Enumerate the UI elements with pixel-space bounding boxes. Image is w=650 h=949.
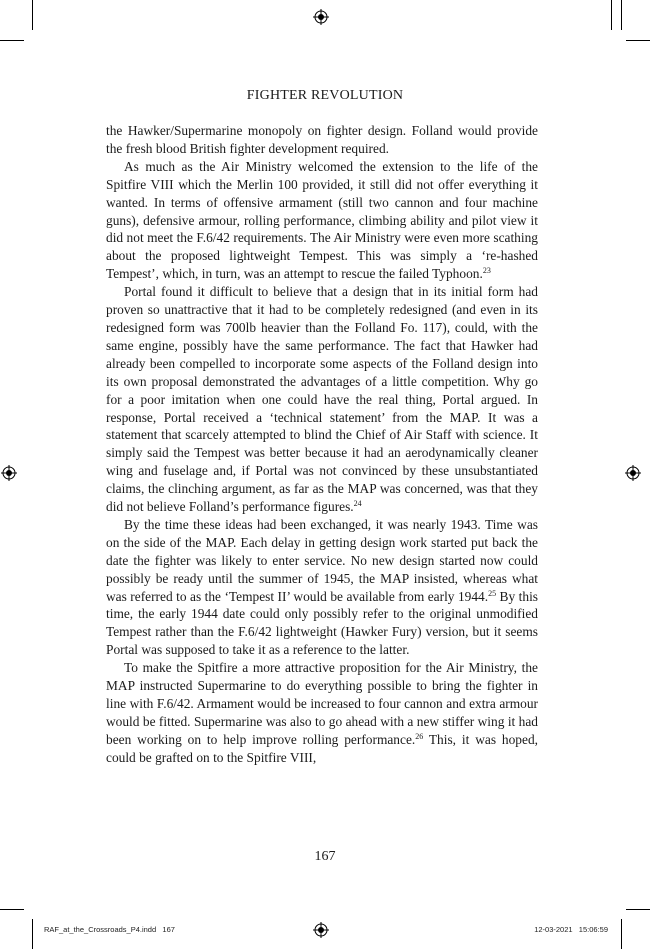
body-text [106,122,538,767]
page-number: 167 [314,849,336,864]
crop-mark [0,909,24,910]
crop-mark [611,0,612,30]
paragraph: By the time these ideas had been exchanged, it was nearly 1943. Time was on the side of the MAP. Each delay in getting design work started put back the date the fighter was likely to enter service. No new design started now could possibly be ready until the summer of 1945, the MAP insisted, whereas what was referred to as the ‘Tempest II’ would be available from early 1944.25 By this time, the early 1944 date could only possibly refer to the original unmodified Tempest rather than the F.6/42 lightweight (Hawker Fury) version, but it seems Portal was supposed to take it as a reference to the latter. [106,516,538,658]
footnote-ref: 23 [482,266,491,276]
footnote-ref: 26 [415,731,424,741]
crop-mark [32,919,33,949]
slug-datetime: 12-03-2021 15:06:59 [534,925,608,934]
crop-mark [621,0,622,30]
paragraph: Portal found it difficult to believe that a design that in its initial form had proven so unattractive that it had to be completely redesigned (and even in its redesigned form was 700lb heavier than the Folland Fo. 117), could, with the same engine, possibly have the same performance. The fact that Hawker had already been compelled to incorporate some aspects of the Folland design into its own proposal demonstrated the advantages of a little competition. Why go for a poor imitation when one could have the real thing, Portal argued. In response, Portal received a ‘technical statement’ from the MAP. It was a statement that scarcely attempted to blind the Chief of Air Staff with science. It simply said the Tempest was better because it had an aerodynamically cleaner wing and fuselage and, if Portal was not convinced by these unsubstantiated claims, the clinching argument, as far as the MAP was concerned, was that they did not believe Folland’s performance figures.$^{24}$ [106,284,538,515]
registration-mark-icon [625,465,641,481]
registration-mark-icon [1,465,17,481]
registration-mark-icon [313,9,329,25]
paragraph: the Hawker/Supermarine monopoly on fighter design. Folland would provide the fresh blood British fighter development required. [106,123,538,156]
crop-mark [0,40,24,41]
registration-mark-icon [313,922,329,938]
slug-filename: RAF_at_the_Crossroads_P4.indd 167 [44,925,175,934]
paragraph: To make the Spitfire a more attractive proposition for the Air Ministry, the MAP instructed Supermarine to do everything possible to bring the fighter in line with F.6/42. Armament would be increased to four cannon and extra armour would be fitted. Supermarine was also to go ahead with a new stiffer wing it had been working on to help improve rolling performance.$^{26}$ This, it was hoped, could be grafted on to the Spitfire VIII, [106,660,538,765]
crop-mark [621,919,622,949]
crop-mark [32,0,33,30]
crop-mark [626,40,650,41]
footnote-ref: 24 [353,499,362,509]
paragraph: As much as the Air Ministry welcomed the extension to the life of the Spitfire VIII which the Merlin 100 provided, it still did not offer everything it wanted. In terms of offensive armament (still two cannon and four machine guns), defensive armour, rolling performance, climbing ability and pilot view it did not meet the F.6/42 requirements. The Air Ministry were even more scathing about the proposed lightweight Tempest. This was simply a ‘re-hashed Tempest’, which, in turn, was an attempt to rescue the failed Typhoon.$^{23}$ [106,158,538,282]
running-header: FIGHTER REVOLUTION [246,88,404,103]
crop-mark [626,909,650,910]
footnote-ref: 25 [488,588,497,598]
